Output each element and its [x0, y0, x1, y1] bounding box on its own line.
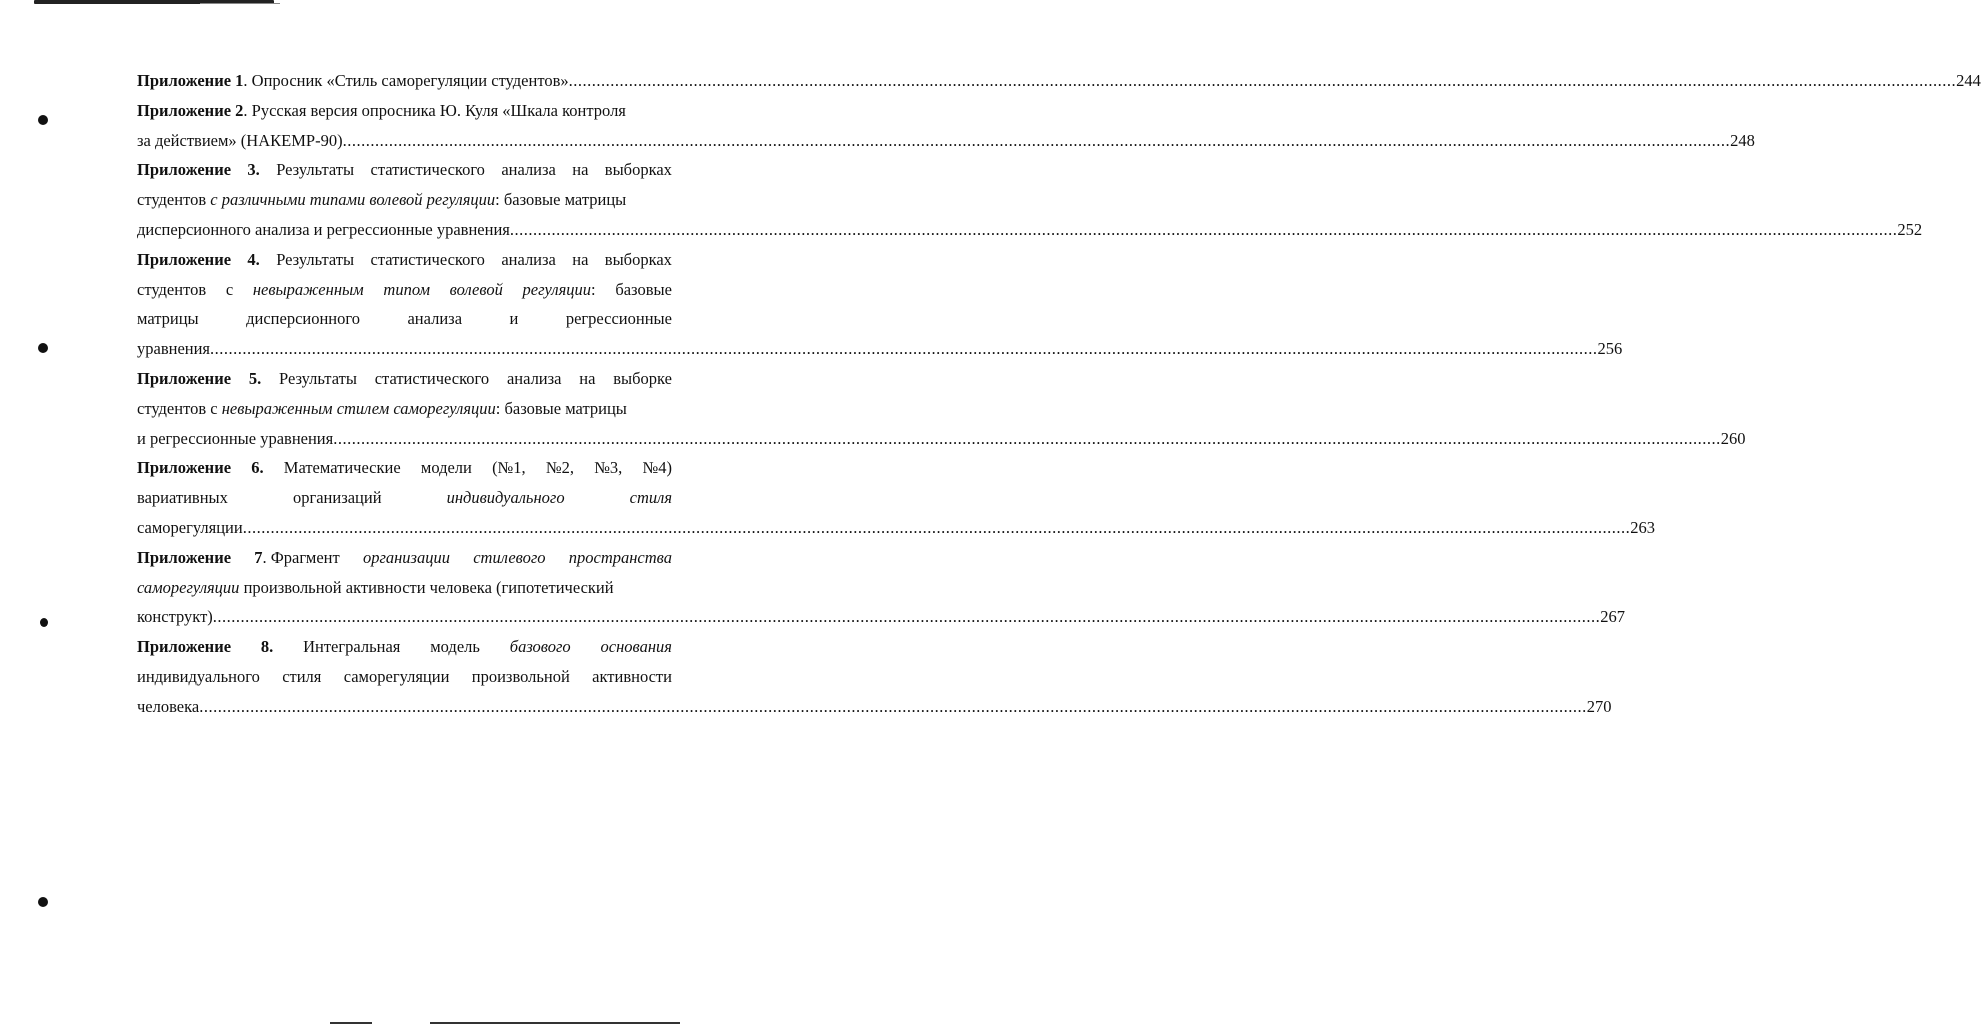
entry-title: . Опросник «Стиль саморегуляции студентов» [243, 71, 569, 90]
entry-italic-word: невыраженным [252, 279, 364, 299]
entry-title-cont: за действием» (НАКЕМР-90) [137, 130, 343, 150]
entry-word: №3, [594, 458, 623, 478]
entry-italic-word: индивидуального [446, 488, 565, 508]
entry-punct: : [591, 279, 596, 299]
appendix-number: 4. [247, 249, 260, 269]
entry-word: статистического [374, 368, 490, 388]
entry-text: : базовые матрицы [495, 190, 627, 210]
binding-hole-dot [38, 897, 48, 907]
binding-hole-dot [38, 343, 48, 353]
entry-text: студентов [137, 190, 211, 210]
appendix-heading: Приложение [137, 368, 232, 388]
entry-word: базовые [615, 279, 672, 299]
entry-word: на [579, 368, 596, 388]
dot-leader: ............................................................................................................................................................................................................................................................................................................ [568, 71, 1957, 90]
appendix-heading: Приложение [137, 160, 232, 180]
entry-text: произвольной активности человека (гипотетический [239, 577, 614, 597]
page-number: 267 [1600, 607, 1626, 627]
entry-italic-word: типом [383, 279, 430, 299]
dot-leader: ............................................................................................................................................................................................................................................................................................................ [242, 517, 1631, 537]
entry-italic-text: саморегуляции [137, 577, 240, 597]
entry-word: №4) [642, 458, 672, 478]
entry-italic-text: с различными типами волевой регуляции [210, 190, 496, 210]
entry-word: Результаты [279, 368, 357, 388]
entry-word: организаций [292, 488, 382, 508]
entry-italic-text: невыраженным стилем саморегуляции [221, 398, 496, 418]
entry-title-cont: уравнения [137, 339, 211, 359]
entry-word: анализа [506, 368, 562, 388]
entry-word: на [572, 160, 589, 180]
appendix-number: 5. [248, 368, 262, 388]
page-number: 248 [1730, 130, 1755, 150]
entry-italic-word: стиля [629, 488, 672, 508]
entry-word: выборках [604, 249, 672, 269]
appendix-number: 3. [247, 160, 260, 180]
scan-artifact-top-faint [200, 3, 280, 4]
entry-italic-word: пространства [568, 547, 672, 567]
entry-title-cont: и регрессионные уравнения [137, 428, 334, 448]
page-number: 252 [1897, 219, 1923, 239]
toc-entry-7[interactable] [137, 543, 1626, 632]
entry-italic-word: регуляции [522, 279, 592, 299]
entry-word: модель [430, 637, 480, 657]
dot-leader: ............................................................................................................................................................................................................................................................................................................ [212, 607, 1601, 627]
entry-word: Интегральная [303, 637, 401, 657]
table-of-contents [137, 66, 1981, 722]
toc-entry-3[interactable] [137, 155, 1923, 244]
entry-word: с [225, 279, 234, 299]
appendix-heading: Приложение [137, 547, 232, 567]
entry-word: анализа [501, 160, 556, 180]
dot-leader: ............................................................................................................................................................................................................................................................................................................ [342, 130, 1731, 150]
entry-word: . Фрагмент [262, 547, 340, 567]
binding-hole-dot [38, 115, 48, 125]
appendix-heading: Приложение 2 [137, 100, 244, 120]
entry-word: активности [592, 666, 672, 686]
page-number: 256 [1597, 339, 1623, 359]
entry-word: и [509, 309, 519, 329]
appendix-heading: Приложение [137, 458, 232, 478]
entry-word: выборке [613, 368, 672, 388]
entry-word: регрессионные [565, 309, 672, 329]
entry-italic-word: организации [362, 547, 450, 567]
dot-leader: ............................................................................................................................................................................................................................................................................................................ [509, 219, 1898, 239]
page-number: 260 [1720, 428, 1746, 448]
appendix-heading: Приложение [137, 249, 232, 269]
entry-word: индивидуального [137, 666, 260, 686]
dot-leader: ............................................................................................................................................................................................................................................................................................................ [199, 696, 1587, 716]
toc-entry-6[interactable] [137, 453, 1655, 542]
toc-entry-1[interactable] [137, 66, 1981, 96]
binding-hole-dot [40, 618, 48, 627]
dot-leader: ............................................................................................................................................................................................................................................................................................................ [333, 428, 1721, 448]
appendix-number: 6. [251, 458, 264, 478]
entry-word: анализа [407, 309, 463, 329]
entry-title: . Русская версия опросника Ю. Куля «Шкала контроля [243, 100, 626, 120]
dot-leader: ............................................................................................................................................................................................................................................................................................................ [210, 339, 1598, 359]
entry-word: произвольной [471, 666, 570, 686]
toc-entry-8[interactable] [137, 632, 1612, 721]
entry-word: вариативных [137, 488, 228, 508]
entry-text: : базовые матрицы [495, 398, 627, 418]
entry-word: Результаты [276, 160, 355, 180]
entry-italic-word: волевой [449, 279, 503, 299]
page-number: 270 [1586, 696, 1612, 716]
entry-word: на [572, 249, 589, 269]
entry-word: №2, [545, 458, 574, 478]
entry-word: выборках [604, 160, 672, 180]
appendix-heading: Приложение [137, 637, 232, 657]
entry-word: анализа [501, 249, 556, 269]
entry-word: модели [420, 458, 472, 478]
toc-entry-4[interactable] [137, 245, 1623, 364]
entry-word: (№1, [492, 458, 526, 478]
appendix-number: 8. [260, 637, 274, 657]
entry-word: матрицы [137, 309, 199, 329]
appendix-number: 7 [254, 547, 263, 567]
entry-italic-word: основания [600, 637, 672, 657]
entry-word: стиля [282, 666, 322, 686]
entry-word: студентов [137, 279, 207, 299]
page-number: 263 [1630, 517, 1655, 537]
entry-word: саморегуляции [343, 666, 450, 686]
entry-word: Математические [283, 458, 401, 478]
entry-word: статистического [370, 249, 485, 269]
entry-title-cont: человека [137, 696, 200, 716]
appendix-heading: Приложение 1 [137, 71, 244, 90]
entry-word: статистического [370, 160, 485, 180]
entry-word: Результаты [276, 249, 355, 269]
entry-italic-word: стилевого [473, 547, 546, 567]
entry-title-cont: дисперсионного анализа и регрессионные уравнения [137, 219, 510, 239]
entry-word: дисперсионного [246, 309, 360, 329]
toc-entry-5[interactable] [137, 364, 1746, 453]
entry-title-cont: саморегуляции [137, 517, 243, 537]
entry-italic-word: базового [509, 637, 571, 657]
entry-title-cont: конструкт) [137, 607, 213, 627]
toc-entry-2[interactable] [137, 96, 1755, 156]
page-number: 244 [1956, 71, 1981, 90]
entry-text: студентов с [137, 398, 222, 418]
